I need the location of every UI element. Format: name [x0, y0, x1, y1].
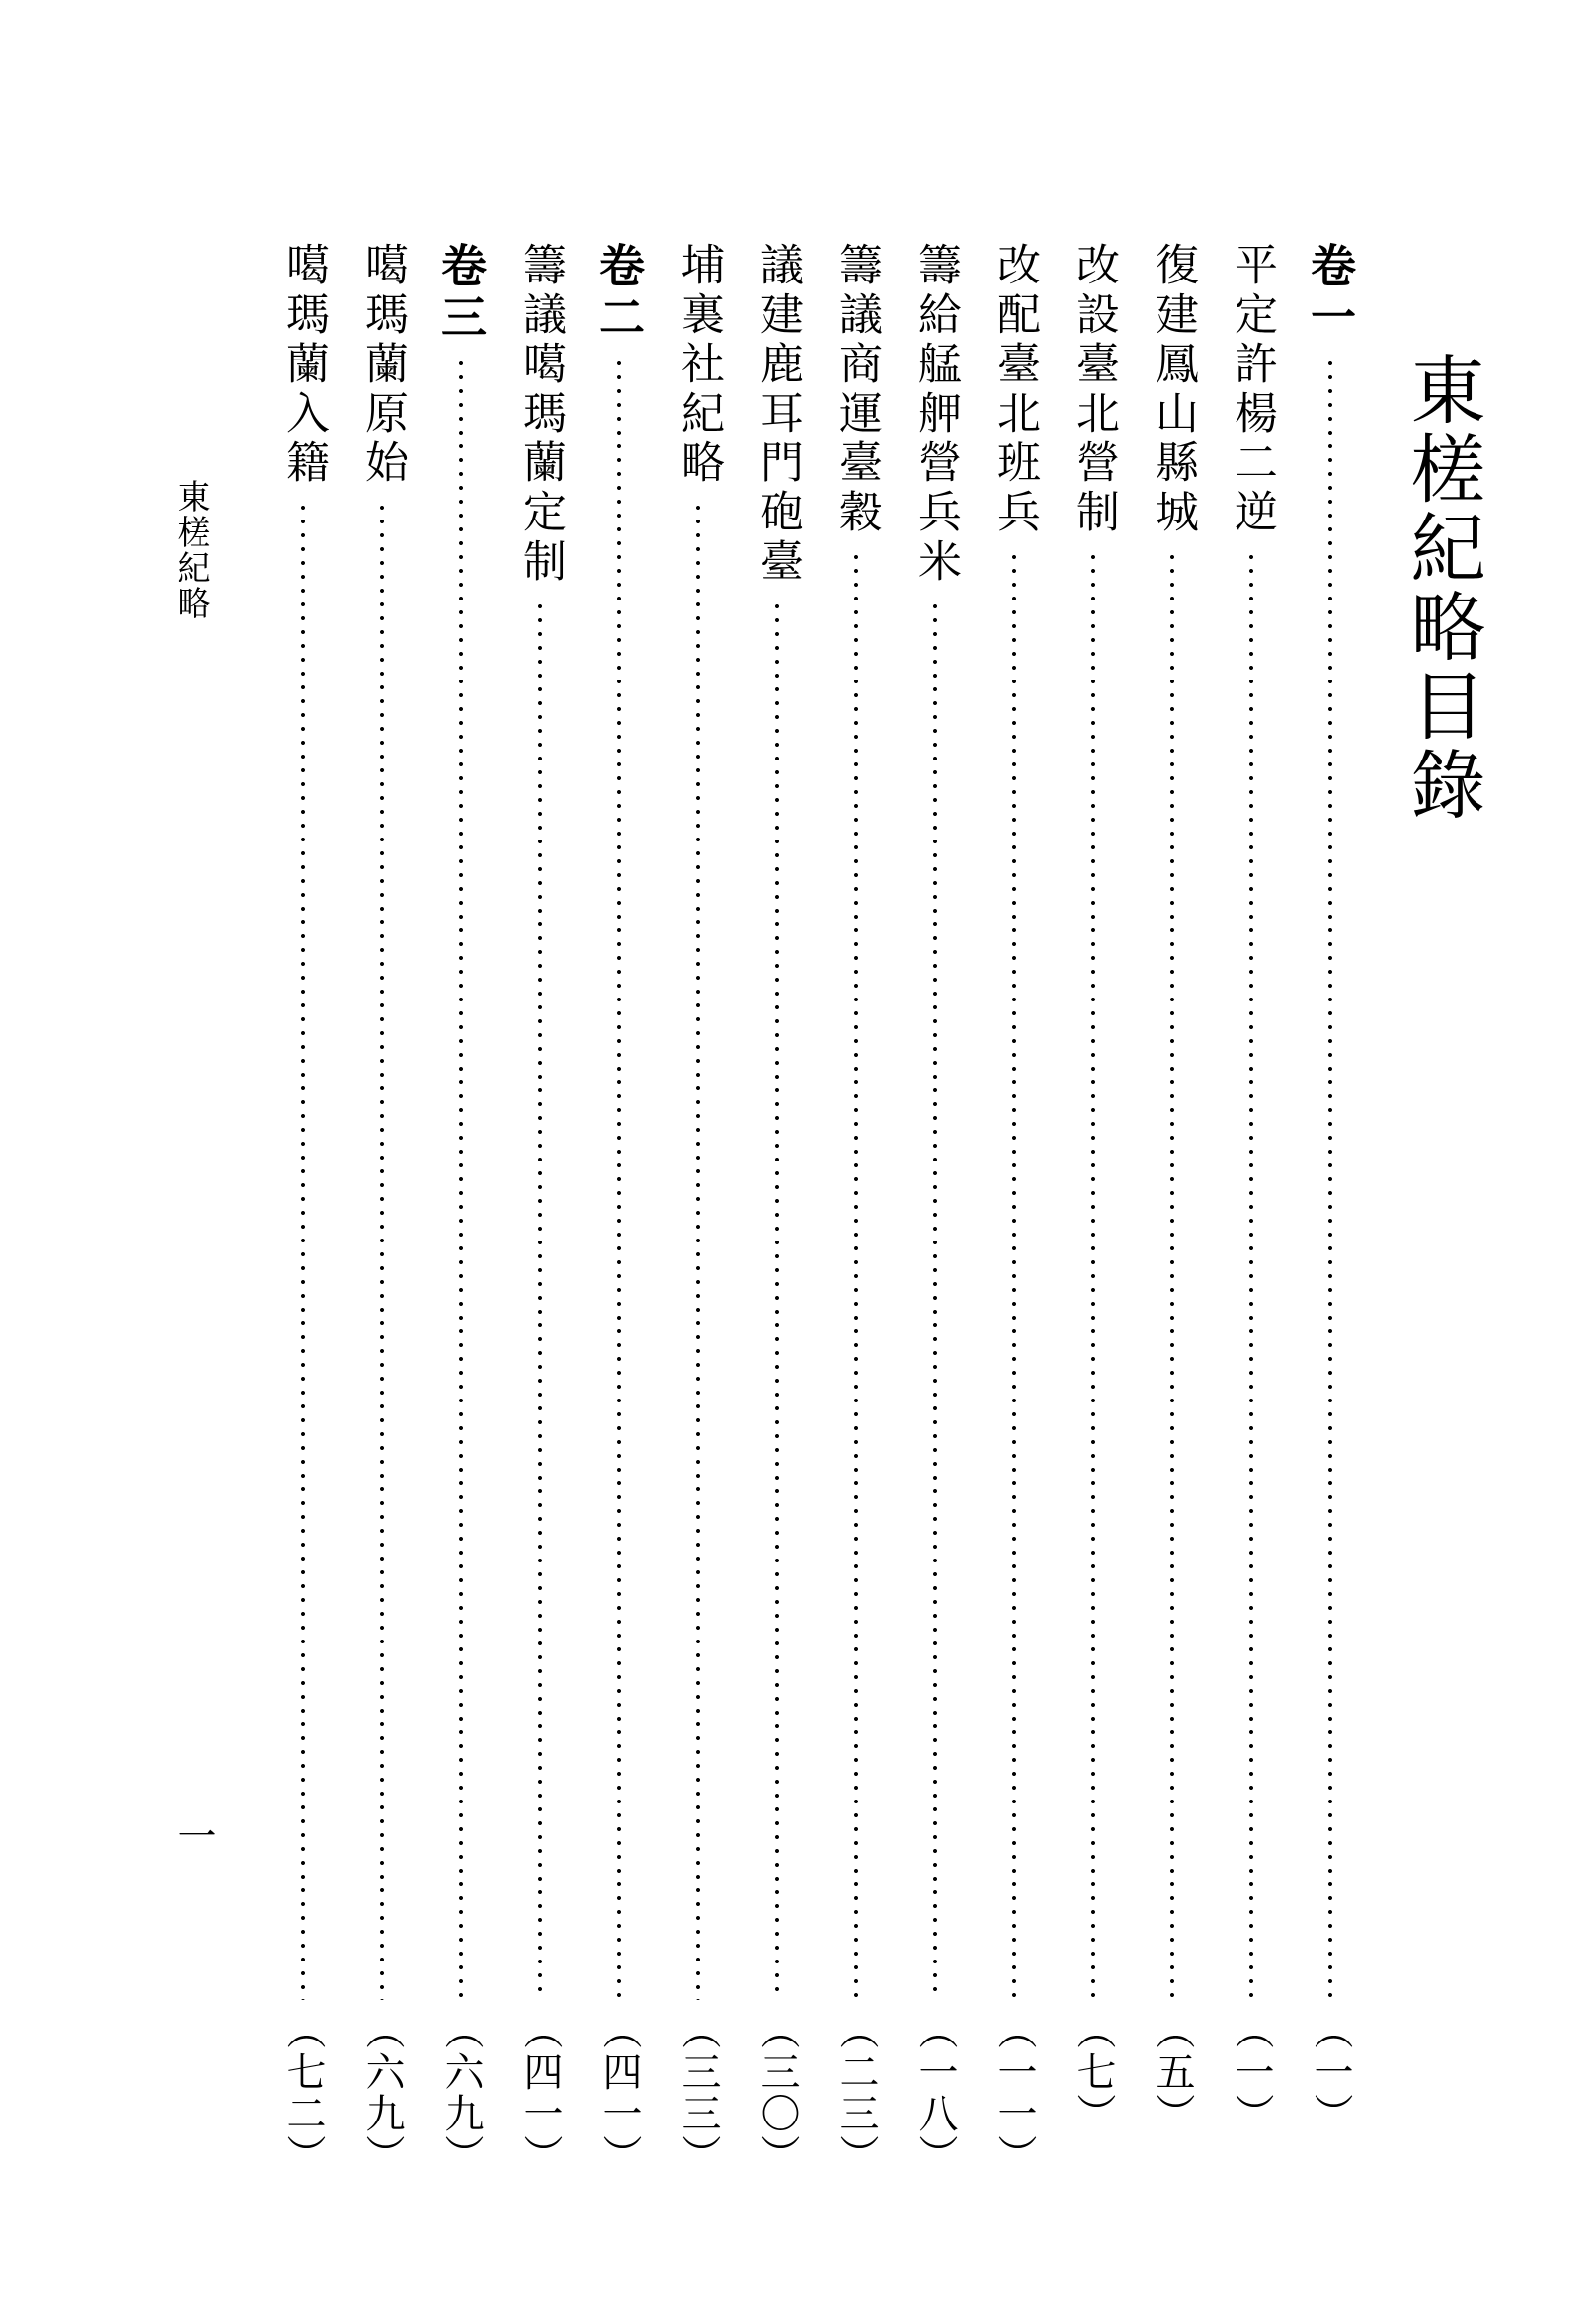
toc-entry-page: （一） [1229, 2010, 1274, 2134]
toc-entry-page: （一） [1308, 2010, 1353, 2134]
dot-leader [774, 600, 780, 2000]
toc-entry [352, 242, 413, 2217]
dot-leader [695, 501, 701, 2000]
toc-entry [1142, 242, 1203, 2217]
toc-entry-label: 籌議商運臺穀 [832, 242, 882, 538]
toc-entry-page: （二三） [834, 2010, 879, 2176]
toc-entry-label: 復建鳳山縣城 [1148, 242, 1198, 538]
toc-entry [1221, 242, 1282, 2217]
toc-entry-juan-1 [1300, 242, 1361, 2217]
running-head: 東槎紀略 [171, 479, 210, 621]
toc-entry-label: 籌議噶瑪蘭定制 [516, 242, 566, 588]
dot-leader [932, 600, 938, 2000]
toc-entry [510, 242, 571, 2217]
toc-entry [747, 242, 808, 2217]
dot-leader [379, 501, 385, 2000]
dot-leader [537, 600, 543, 2000]
toc-entry-page: （七） [1071, 2010, 1116, 2134]
dot-leader [616, 357, 622, 2000]
toc-entry-juan-2 [589, 242, 650, 2217]
dot-leader [1248, 550, 1254, 2000]
toc-entry-page: （四一） [518, 2010, 563, 2176]
toc-entry-page: （六九） [359, 2010, 405, 2176]
toc-entry-label: 埔裏社紀略 [674, 242, 724, 489]
dot-leader [853, 550, 859, 2000]
dot-leader [458, 357, 464, 2000]
toc-entry-label: 籌給艋舺營兵米 [911, 242, 961, 588]
dot-leader [300, 501, 306, 2000]
toc-entry-page: （五） [1150, 2010, 1195, 2134]
toc-entry-page: （六九） [439, 2010, 484, 2176]
toc-entry-page: （一八） [913, 2010, 958, 2176]
toc-entry-label: 噶瑪蘭入籍 [279, 242, 329, 489]
toc-entry-page: （一一） [992, 2010, 1037, 2176]
dot-leader [1327, 357, 1333, 2000]
toc-entry-page: （三三） [676, 2010, 721, 2176]
toc-entry-label: 改配臺北班兵 [990, 242, 1040, 538]
toc-entry [1063, 242, 1124, 2217]
toc-entry [273, 242, 334, 2217]
toc-entry [668, 242, 729, 2217]
dot-leader [1169, 550, 1175, 2000]
toc-entry [905, 242, 966, 2217]
toc-entry-page: （四一） [597, 2010, 642, 2176]
toc-entry-label: 改設臺北營制 [1069, 242, 1119, 538]
toc-entry-page: （三〇） [755, 2010, 800, 2176]
toc-entry-label: 噶瑪蘭原始 [358, 242, 408, 489]
toc-entry-label: 議建鹿耳門砲臺 [753, 242, 803, 588]
toc-entry-label: 卷二 [593, 242, 646, 345]
toc-entry-label: 卷一 [1304, 242, 1357, 345]
toc-entry [826, 242, 887, 2217]
toc-entry-page: （七二） [280, 2010, 326, 2176]
page-number: 一 [171, 1815, 216, 1855]
toc-entry-juan-3 [431, 242, 492, 2217]
toc-entry-label: 卷三 [435, 242, 488, 345]
page-title: 東槎紀略目錄 [1398, 351, 1486, 825]
toc-entry-label: 平定許楊二逆 [1227, 242, 1277, 538]
dot-leader [1090, 550, 1096, 2000]
dot-leader [1011, 550, 1017, 2000]
toc-entry [984, 242, 1045, 2217]
